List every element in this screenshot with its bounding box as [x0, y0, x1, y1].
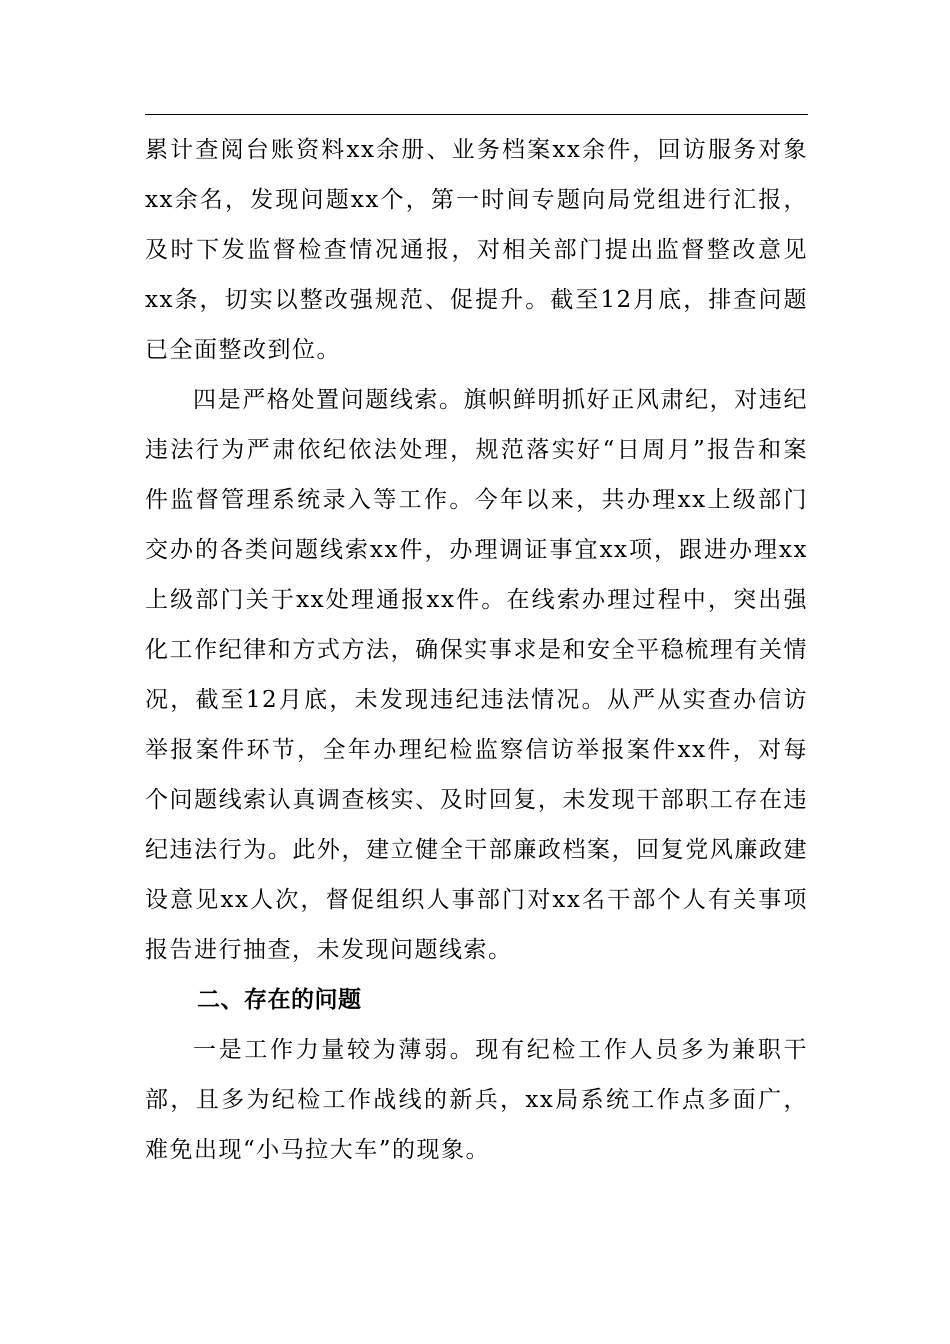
paragraph-continuation: 累计查阅台账资料xx余册、业务档案xx余件，回访服务对象xx余名，发现问题xx个，第一时间专题向局党组进行汇报，及时下发监督检查情况通报，对相关部门提出监督整改意见xx条，切实以整改强规范、促提升。截至12月底，排查问题已全面整改到位。	[145, 137, 808, 363]
document-body	[145, 125, 808, 1175]
section-heading-problems: 二、存在的问题	[197, 987, 362, 1013]
paragraph-clue-handling: 四是严格处置问题线索。旗帜鲜明抓好正风肃纪，对违纪违法行为严肃依纪依法处理，规范落实好“日周月”报告和案件监督管理系统录入等工作。今年以来，共办理xx上级部门交办的各类问题线索xx件，办理调证事宜xx项，跟进办理xx上级部门关于xx处理通报xx件。在线索办理过程中，突出强化工作纪律和方式方法，确保实事求是和安全平稳梳理有关情况，截至12月底，未发现违纪违法情况。从严从实查办信访举报案件环节，全年办理纪检监察信访举报案件xx件，对每个问题线索认真调查核实、及时回复，未发现干部职工存在违纪违法行为。此外，建立健全干部廉政档案，回复党风廉政建设意见xx人次，督促组织人事部门对xx名干部个人有关事项报告进行抽查，未发现问题线索。	[145, 387, 808, 963]
paragraph-weak-workforce: 一是工作力量较为薄弱。现有纪检工作人员多为兼职干部，且多为纪检工作战线的新兵，xx局系统工作点多面广，难免出现“小马拉大车”的现象。	[145, 1037, 808, 1163]
header-rule	[145, 114, 808, 115]
